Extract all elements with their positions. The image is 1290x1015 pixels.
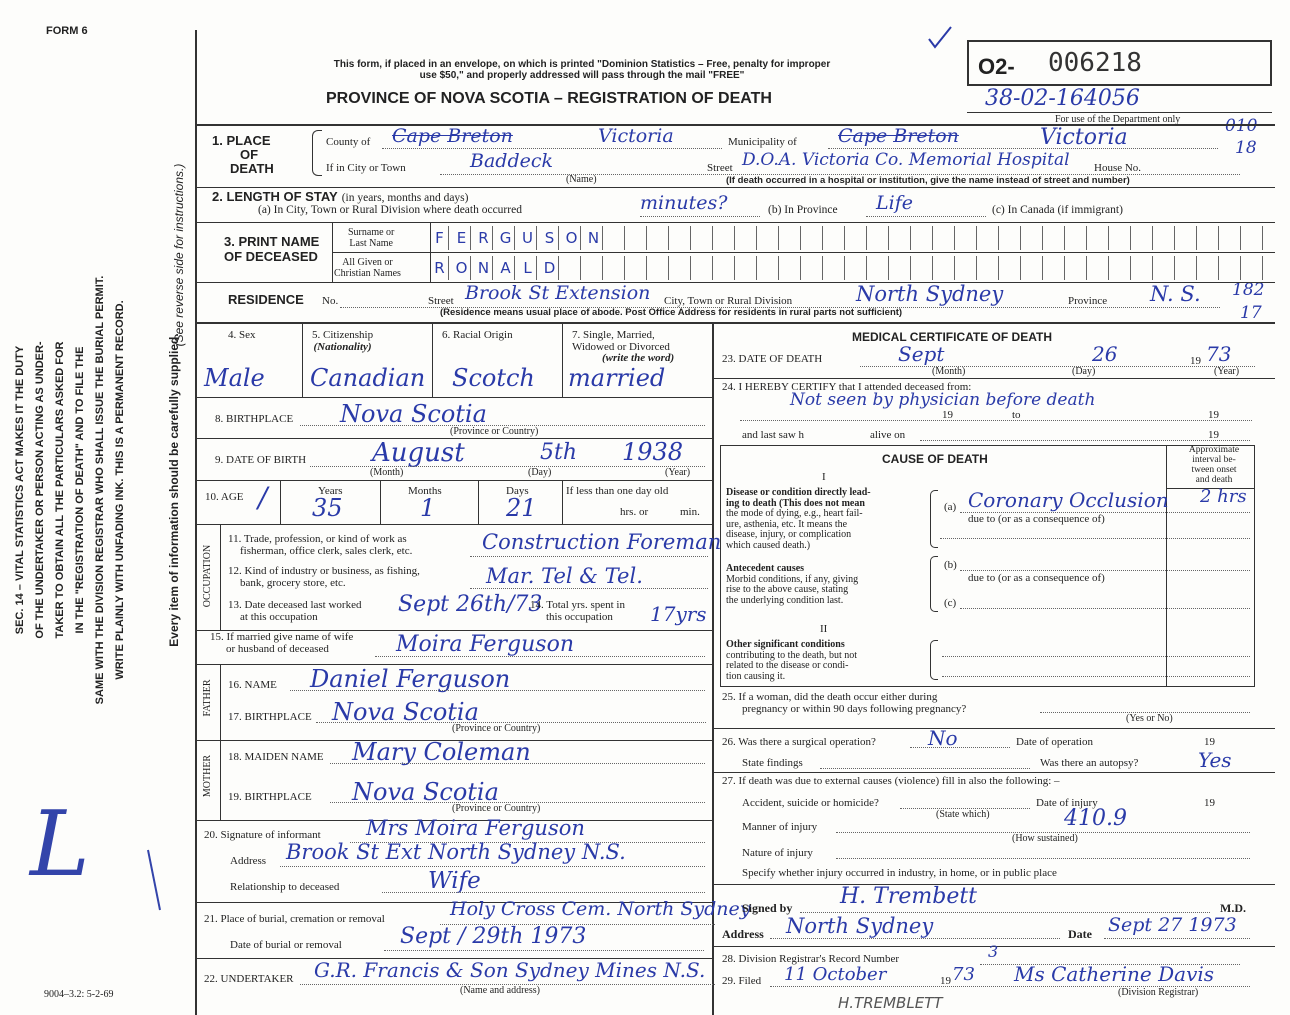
- division-number: 3: [988, 942, 999, 961]
- surname-cell: [673, 226, 691, 250]
- code-4: 17: [1240, 303, 1262, 323]
- check-mark-icon: [925, 25, 955, 55]
- surgical-value: No: [928, 726, 958, 750]
- given-cell: [1025, 256, 1043, 280]
- filed-date: 11 October: [784, 964, 887, 985]
- margin-mark: L: [30, 792, 90, 897]
- last-worked-value: Sept 26th/73: [398, 592, 543, 617]
- surname-cell: [1025, 226, 1043, 250]
- given-cell: [673, 256, 691, 280]
- place-of-death-label: 1. PLACE OF DEATH: [212, 133, 274, 176]
- dod-month: Sept: [898, 342, 945, 366]
- certify-text: Not seen by physician before death: [790, 390, 1096, 410]
- given-cell: [761, 256, 779, 280]
- sex-value: Male: [204, 364, 265, 392]
- surname-cell: [849, 226, 867, 250]
- manner-code: 410.9: [1064, 806, 1127, 831]
- disease-label: Disease or condition directly lead- ing to death (This does not mean the mode of dying, e.g., heart fail- ure, asthenia, etc. It means the disease, injury, or complication which caused death.): [726, 487, 871, 551]
- municipality-struck: Cape Breton: [838, 125, 959, 147]
- margin-stroke: [140, 840, 200, 920]
- given-cell: [1047, 256, 1065, 280]
- surname-cell: [1091, 226, 1109, 250]
- mother-birthplace: Nova Scotia: [352, 778, 499, 806]
- total-years-value: 17yrs: [650, 602, 707, 626]
- given-cell: [695, 256, 713, 280]
- signed-value: H. Trembett: [840, 884, 978, 909]
- registrar-signature: Ms Catherine Davis: [1014, 962, 1215, 986]
- given-cell: [739, 256, 757, 280]
- physician-address: North Sydney: [786, 914, 934, 938]
- surname-cell: [805, 226, 823, 250]
- informant-signature: Mrs Moira Ferguson: [366, 816, 585, 840]
- given-cell: [827, 256, 845, 280]
- mother-maiden-name: Mary Coleman: [352, 738, 531, 766]
- page-title: PROVINCE OF NOVA SCOTIA – REGISTRATION OF DEATH: [326, 90, 772, 107]
- length-of-stay-label: 2. LENGTH OF STAY (in years, months and days): [212, 189, 469, 204]
- given-cell: L: [519, 256, 537, 280]
- surname-cell: R: [475, 226, 493, 250]
- reg-number: 006218: [1048, 48, 1142, 78]
- surname-cell: [1179, 226, 1197, 250]
- physician-date: Sept 27 1973: [1108, 914, 1237, 936]
- surname-cell: [607, 226, 625, 250]
- given-cell: [1069, 256, 1087, 280]
- side-reverse: (See reverse side for instructions.): [172, 163, 186, 347]
- industry-value: Mar. Tel & Tel.: [486, 564, 643, 588]
- dod-day: 26: [1092, 342, 1118, 366]
- father-birthplace: Nova Scotia: [332, 698, 479, 726]
- residence-street: Brook St Extension: [465, 282, 651, 304]
- code-3: 182: [1232, 280, 1265, 300]
- county-struck: Cape Breton: [392, 125, 513, 147]
- burial-date: Sept / 29th 1973: [400, 924, 587, 949]
- residence-label: RESIDENCE: [228, 292, 304, 307]
- county-value: Victoria: [598, 125, 674, 147]
- surname-cell: O: [563, 226, 581, 250]
- given-cell: [629, 256, 647, 280]
- given-cell: [717, 256, 735, 280]
- given-cell: [959, 256, 977, 280]
- surname-cell: [1069, 226, 1087, 250]
- father-side-label: FATHER: [202, 679, 213, 717]
- undertaker-value: G.R. Francis & Son Sydney Mines N.S.: [314, 958, 706, 982]
- mail-notice: This form, if placed in an envelope, on which is printed "Dominion Statistics – Free, penalty for improper use $50," and properly addressed will pass through the mail "FREE": [333, 59, 831, 81]
- given-cell: [783, 256, 801, 280]
- stay-city-value: minutes?: [640, 192, 728, 214]
- age-months: 1: [420, 494, 436, 522]
- given-cell: [871, 256, 889, 280]
- surname-cell: [629, 226, 647, 250]
- street-value: D.O.A. Victoria Co. Memorial Hospital: [742, 150, 1070, 170]
- trade-value: Construction Foreman: [482, 530, 722, 554]
- dod-year: 73: [1206, 342, 1232, 366]
- cause-title: CAUSE OF DEATH: [882, 452, 988, 466]
- father-name: Daniel Ferguson: [310, 665, 511, 693]
- form-label: FORM 6: [46, 25, 88, 37]
- surname-cell: [783, 226, 801, 250]
- surname-cell: [695, 226, 713, 250]
- birthplace-value: Nova Scotia: [340, 400, 487, 428]
- given-cell: [1179, 256, 1197, 280]
- given-cell: [651, 256, 669, 280]
- city-value: Baddeck: [470, 150, 554, 172]
- age-days: 21: [506, 494, 537, 522]
- dob-year: 1938: [622, 438, 684, 466]
- informant-relationship: Wife: [428, 868, 481, 894]
- surname-cell: [981, 226, 999, 250]
- municipality-value: Victoria: [1040, 125, 1128, 150]
- given-cell: [805, 256, 823, 280]
- given-cell: [915, 256, 933, 280]
- given-cell: [1245, 256, 1263, 280]
- given-cell: A: [497, 256, 515, 280]
- surname-cell: [1003, 226, 1021, 250]
- given-cell: [893, 256, 911, 280]
- surname-cell: [915, 226, 933, 250]
- surname-cell: [827, 226, 845, 250]
- reg-prefix: O2-: [978, 54, 1015, 79]
- given-cell: R: [431, 256, 449, 280]
- given-cell: [1157, 256, 1175, 280]
- antecedent-label: Antecedent causes Morbid conditions, if any, giving rise to the above cause, stating the underlying condition last.: [726, 563, 859, 606]
- surname-cell: [959, 226, 977, 250]
- other-conditions-label: Other significant conditions contributing to the death, but not related to the disease or condi- tion causing it.: [726, 639, 858, 682]
- surname-cell: [1135, 226, 1153, 250]
- surname-cell: [651, 226, 669, 250]
- citizenship-value: Canadian: [310, 364, 426, 392]
- informant-address: Brook St Ext North Sydney N.S.: [286, 840, 626, 864]
- given-cell: [1113, 256, 1131, 280]
- surname-cell: [1157, 226, 1175, 250]
- given-cell: [1091, 256, 1109, 280]
- given-cell: [1003, 256, 1021, 280]
- side-footer: Every item of information should be carefully supplied.: [167, 333, 181, 647]
- surname-cell: G: [497, 226, 515, 250]
- surname-cell: [1047, 226, 1065, 250]
- spouse-value: Moira Ferguson: [396, 632, 574, 657]
- dob-day: 5th: [540, 440, 578, 465]
- burial-place: Holy Cross Cem. North Sydney: [450, 898, 751, 920]
- racial-value: Scotch: [452, 364, 535, 392]
- given-cell: O: [453, 256, 471, 280]
- code-2: 18: [1235, 138, 1257, 158]
- medical-title: MEDICAL CERTIFICATE OF DEATH: [852, 330, 1052, 344]
- surname-cell: [937, 226, 955, 250]
- surname-cell: N: [585, 226, 603, 250]
- surname-cell: [1245, 226, 1263, 250]
- form-code: 9004–3.2: 5-2-69: [44, 989, 114, 1000]
- dob-month: August: [372, 438, 465, 468]
- occupation-side-label: OCCUPATION: [202, 544, 213, 608]
- given-cell: N: [475, 256, 493, 280]
- surname-cell: [1223, 226, 1241, 250]
- residence-province: N. S.: [1150, 282, 1201, 306]
- surname-cell: E: [453, 226, 471, 250]
- surname-cell: [761, 226, 779, 250]
- surname-cell: [717, 226, 735, 250]
- cause-a-interval: 2 hrs: [1200, 486, 1247, 507]
- side-instructions: SEC. 14 – VITAL STATISTICS ACT MAKES IT THE DUTY OF THE UNDERTAKER OR PERSON ACTING AS UNDER- TAKER TO OBTAIN ALL THE PARTICULARS ASKED FOR IN THE "REGISTRATION OF DEATH" AND TO FILE THE SAME WITH THE DIVISION REGISTRAR WHO SHALL ISSUE THE BURIAL PERMIT. WRITE PLAINLY WITH UNFADING INK. THIS IS A PERMANENT RECORD.: [14, 275, 126, 705]
- surname-cell: [871, 226, 889, 250]
- mother-side-label: MOTHER: [202, 754, 213, 798]
- given-cell: [585, 256, 603, 280]
- given-cells: [431, 256, 1274, 280]
- surname-cell: S: [541, 226, 559, 250]
- surname-cell: U: [519, 226, 537, 250]
- given-cell: D: [541, 256, 559, 280]
- reg-handwritten: 38-02-164056: [985, 86, 1140, 111]
- given-cell: [563, 256, 581, 280]
- code-1: 010: [1225, 116, 1258, 136]
- surname-cell: [1201, 226, 1219, 250]
- age-years: 35: [312, 494, 343, 522]
- given-cell: [849, 256, 867, 280]
- print-name-label: 3. PRINT NAME OF DECEASED: [224, 234, 320, 264]
- given-cell: [1223, 256, 1241, 280]
- pencil-name: H.TREMBLETT: [838, 994, 943, 1012]
- surname-cell: F: [431, 226, 449, 250]
- filed-year: 73: [952, 964, 975, 985]
- given-cell: [1135, 256, 1153, 280]
- surname-cell: [893, 226, 911, 250]
- surname-cell: [739, 226, 757, 250]
- surname-cell: [1113, 226, 1131, 250]
- given-cell: [981, 256, 999, 280]
- surname-cells: [431, 226, 1274, 250]
- given-cell: [937, 256, 955, 280]
- age-check: /: [258, 481, 268, 514]
- given-cell: [607, 256, 625, 280]
- dept-use-label: For use of the Department only: [1055, 114, 1181, 125]
- autopsy-value: Yes: [1198, 748, 1232, 772]
- stay-province-value: Life: [876, 192, 913, 214]
- cause-a-value: Coronary Occlusion: [968, 488, 1169, 512]
- given-cell: [1201, 256, 1219, 280]
- residence-city: North Sydney: [856, 282, 1004, 306]
- marital-value: married: [568, 364, 666, 392]
